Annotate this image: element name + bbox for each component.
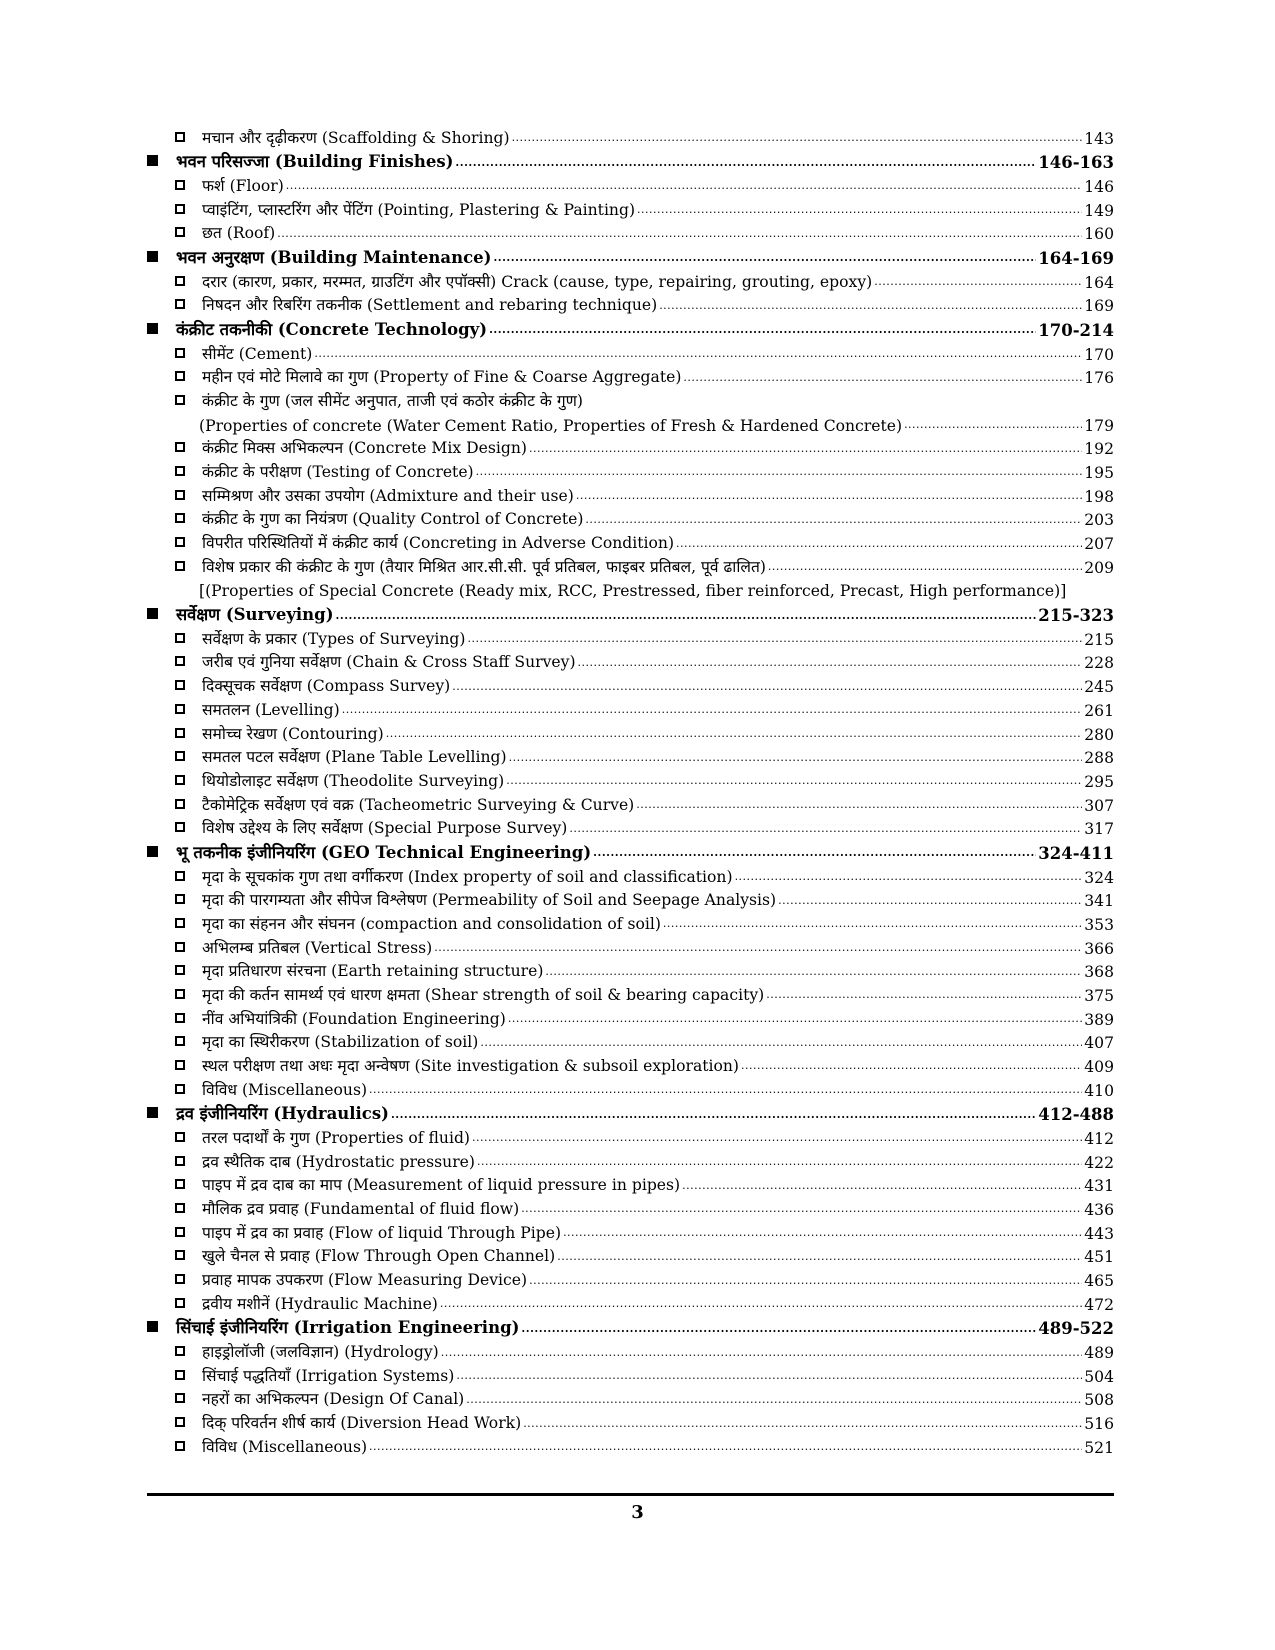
toc-entry-row <box>147 340 1114 364</box>
toc-title: मृदा की कर्तन सामर्थ्य एवं धारण क्षमता (Shear strength of soil & bearing capacity) <box>202 985 765 1004</box>
toc-title: कंक्रीट के परीक्षण (Testing of Concrete) <box>202 463 474 482</box>
hollow-square-bullet-icon <box>175 1060 185 1070</box>
hollow-square-bullet-icon <box>175 1250 185 1260</box>
toc-page-number: 149 <box>1084 201 1114 220</box>
toc-page-number: 366 <box>1084 939 1114 958</box>
toc-entry-row <box>147 1195 1114 1219</box>
toc-title: पाइप में द्रव दाब का माप (Measurement of liquid pressure in pipes) <box>202 1176 681 1195</box>
toc-entry-row <box>147 1409 1114 1433</box>
hollow-square-bullet-icon <box>175 989 185 999</box>
toc-page-number: 451 <box>1084 1248 1114 1267</box>
hollow-square-bullet-icon <box>175 1441 185 1451</box>
toc-title: सर्वेक्षण (Surveying) <box>176 605 334 625</box>
dot-leader <box>523 1415 1082 1434</box>
dot-leader <box>434 939 1082 958</box>
dot-leader <box>369 1081 1082 1100</box>
toc-entry-row <box>147 1052 1114 1076</box>
toc-title: विपरीत परिस्थितियों में कंक्रीट कार्य (Concreting in Adverse Condition) <box>202 534 675 553</box>
toc-page-number: 422 <box>1084 1153 1114 1172</box>
dot-leader <box>386 725 1083 744</box>
hollow-square-bullet-icon <box>175 751 185 761</box>
hollow-square-bullet-icon <box>175 1346 185 1356</box>
dot-leader <box>508 1010 1082 1029</box>
hollow-square-bullet-icon <box>175 371 185 381</box>
hollow-square-bullet-icon <box>175 1132 185 1142</box>
toc-title: अभिलम्ब प्रतिबल (Vertical Stress) <box>202 938 433 957</box>
hollow-square-bullet-icon <box>175 1274 185 1284</box>
toc-entry-row <box>147 529 1114 553</box>
hollow-square-bullet-icon <box>175 704 185 714</box>
hollow-square-bullet-icon <box>175 1084 185 1094</box>
hollow-square-bullet-icon <box>175 561 185 571</box>
toc-entry-row <box>147 863 1114 887</box>
toc-page-number: 410 <box>1084 1081 1114 1100</box>
toc-entry-row <box>147 387 1114 411</box>
hollow-square-bullet-icon <box>175 1227 185 1237</box>
dot-leader <box>369 1438 1082 1457</box>
toc-page-number: 170-214 <box>1038 320 1114 340</box>
dot-leader <box>489 320 1036 340</box>
toc-title: टैकोमेट्रिक सर्वेक्षण एवं वक्र (Tacheometric Surveying & Curve) <box>202 795 635 814</box>
dot-leader <box>509 749 1083 768</box>
dot-leader <box>391 1105 1036 1125</box>
toc-entry-row <box>147 672 1114 696</box>
hollow-square-bullet-icon <box>175 348 185 358</box>
toc-title: मृदा प्रतिधारण संरचना (Earth retaining structure) <box>202 962 544 981</box>
toc-entry-row <box>147 1005 1114 1029</box>
hollow-square-bullet-icon <box>175 1370 185 1380</box>
toc-page-number: 203 <box>1084 511 1114 530</box>
toc-page-number: 443 <box>1084 1224 1114 1243</box>
toc-title: [(Properties of Special Concrete (Ready mix, RCC, Prestressed, fiber reinforced, Precast, High performance)] <box>199 582 1067 601</box>
toc-page-number: 207 <box>1084 535 1114 554</box>
toc-page-number: 261 <box>1084 701 1114 720</box>
toc-title: सिंचाई इंजीनियरिंग (Irrigation Engineering) <box>176 1318 520 1338</box>
dot-leader <box>683 369 1082 388</box>
toc-entry-row <box>147 1338 1114 1362</box>
toc-page-number: 389 <box>1084 1010 1114 1029</box>
toc-page-number: 341 <box>1084 892 1114 911</box>
dot-leader <box>563 1224 1082 1243</box>
toc-title: प्रवाह मापक उपकरण (Flow Measuring Device) <box>202 1271 528 1290</box>
hollow-square-bullet-icon <box>175 1013 185 1023</box>
toc-page-number: 288 <box>1084 749 1114 768</box>
toc-page-number: 280 <box>1084 725 1114 744</box>
dot-leader <box>506 772 1082 791</box>
toc-page-number: 146-163 <box>1038 153 1114 173</box>
toc-entry-row <box>147 411 1114 435</box>
toc-section-row <box>147 1100 1114 1125</box>
toc-title: मृदा का स्थिरीकरण (Stabilization of soil) <box>202 1033 479 1052</box>
toc-page-number: 228 <box>1084 654 1114 673</box>
toc-title: तरल पदार्थों के गुण (Properties of fluid) <box>202 1129 471 1147</box>
toc-title: दिक्सूचक सर्वेक्षण (Compass Survey) <box>202 677 451 696</box>
toc-entry-row <box>147 887 1114 911</box>
dot-leader <box>735 868 1083 887</box>
hollow-square-bullet-icon <box>175 513 185 523</box>
toc-entry-row <box>147 791 1114 815</box>
filled-square-bullet-icon <box>147 846 158 857</box>
toc-page-number: 160 <box>1084 225 1114 244</box>
dot-leader <box>342 701 1083 720</box>
toc-section-row <box>147 148 1114 173</box>
toc-page-number: 245 <box>1084 678 1114 697</box>
hollow-square-bullet-icon <box>175 276 185 286</box>
dot-leader <box>557 1248 1082 1267</box>
toc-entry-row <box>147 577 1114 601</box>
toc-entry-row <box>147 934 1114 958</box>
toc-title: विविध (Miscellaneous) <box>202 1437 368 1456</box>
dot-leader <box>576 487 1082 506</box>
hollow-square-bullet-icon <box>175 822 185 832</box>
dot-leader <box>467 630 1082 649</box>
hollow-square-bullet-icon <box>175 656 185 666</box>
toc-title: जरीब एवं गुनिया सर्वेक्षण (Chain & Cross Staff Survey) <box>202 653 576 672</box>
toc-page-number: 215 <box>1084 630 1114 649</box>
dot-leader <box>456 1367 1082 1386</box>
toc-title: नहरों का अभिकल्पन (Design Of Canal) <box>202 1390 465 1409</box>
hollow-square-bullet-icon <box>175 1036 185 1046</box>
hollow-square-bullet-icon <box>175 466 185 476</box>
hollow-square-bullet-icon <box>175 918 185 928</box>
toc-section-row <box>147 243 1114 268</box>
dot-leader <box>529 440 1082 459</box>
hollow-square-bullet-icon <box>175 965 185 975</box>
toc-entry-row <box>147 1029 1114 1053</box>
toc-section-row <box>147 315 1114 340</box>
dot-leader <box>521 1200 1082 1219</box>
toc-entry-row <box>147 767 1114 791</box>
toc-title: कंक्रीट तकनीकी (Concrete Technology) <box>176 319 488 339</box>
toc-entry-row <box>147 744 1114 768</box>
toc-entry-row <box>147 553 1114 577</box>
hollow-square-bullet-icon <box>175 1179 185 1189</box>
toc-page-number: 192 <box>1084 440 1114 459</box>
dot-leader <box>512 129 1083 148</box>
dot-leader <box>663 915 1082 934</box>
toc-page-number: 353 <box>1084 915 1114 934</box>
toc-title: भवन अनुरक्षण (Building Maintenance) <box>176 247 492 267</box>
toc-page-number: 504 <box>1084 1367 1114 1386</box>
hollow-square-bullet-icon <box>175 871 185 881</box>
toc-page-number: 164-169 <box>1038 248 1114 268</box>
toc-title: फर्श (Floor) <box>202 176 284 195</box>
dot-leader <box>440 1295 1082 1314</box>
dot-leader <box>578 654 1083 673</box>
toc-page-number: 472 <box>1084 1295 1114 1314</box>
toc-entry-row <box>147 1290 1114 1314</box>
toc-entry-row <box>147 696 1114 720</box>
hollow-square-bullet-icon <box>175 799 185 809</box>
toc-page-number: 209 <box>1084 558 1114 577</box>
toc-title: स्थल परीक्षण तथा अधः मृदा अन्वेषण (Site investigation & subsoil exploration) <box>202 1057 740 1076</box>
toc-title: मृदा के सूचकांक गुण तथा वर्गीकरण (Index property of soil and classification) <box>202 867 733 886</box>
toc-title: खुले चैनल से प्रवाह (Flow Through Open Channel) <box>202 1247 556 1266</box>
toc-entry-row <box>147 1433 1114 1457</box>
toc-page-number: 143 <box>1084 129 1114 148</box>
dot-leader <box>741 1057 1082 1076</box>
toc-entry-row <box>147 981 1114 1005</box>
dot-leader <box>286 177 1082 196</box>
toc-section-row <box>147 1314 1114 1339</box>
hollow-square-bullet-icon <box>175 299 185 309</box>
dot-leader <box>545 963 1082 982</box>
toc-page-number: 324-411 <box>1038 843 1114 863</box>
toc-title: प्वाइंटिंग, प्लास्टरिंग और पेंटिंग (Pointing, Plastering & Painting) <box>202 200 636 219</box>
toc-page-number: 465 <box>1084 1272 1114 1291</box>
toc-page-number: 169 <box>1084 297 1114 316</box>
dot-leader <box>452 678 1082 697</box>
dot-leader <box>480 1034 1082 1053</box>
footer-rule <box>147 1493 1114 1496</box>
toc-title: कंक्रीट के गुण (जल सीमेंट अनुपात, ताजी एवं कठोर कंक्रीट के गुण) <box>202 391 583 410</box>
dot-leader <box>682 1177 1082 1196</box>
hollow-square-bullet-icon <box>175 180 185 190</box>
toc-title: कंक्रीट मिक्स अभिकल्पन (Concrete Mix Design) <box>202 439 527 458</box>
dot-leader <box>676 535 1082 554</box>
toc-page-number: 146 <box>1084 177 1114 196</box>
toc-entry-row <box>147 292 1114 316</box>
hollow-square-bullet-icon <box>175 227 185 237</box>
toc-title: पाइप में द्रव का प्रवाह (Flow of liquid Through Pipe) <box>202 1223 562 1242</box>
dot-leader <box>441 1344 1082 1363</box>
toc-title: दिक् परिवर्तन शीर्ष कार्य (Diversion Head Work) <box>202 1414 522 1433</box>
toc-title: मौलिक द्रव प्रवाह (Fundamental of fluid flow) <box>202 1200 520 1219</box>
dot-leader <box>466 1391 1082 1410</box>
toc-title: द्रवीय मशीनें (Hydraulic Machine) <box>202 1294 438 1313</box>
toc-page-number: 324 <box>1084 868 1114 887</box>
toc-page-number: 521 <box>1084 1438 1114 1457</box>
hollow-square-bullet-icon <box>175 633 185 643</box>
toc-entry-row <box>147 124 1114 148</box>
hollow-square-bullet-icon <box>175 490 185 500</box>
toc-title: मृदा की पारगम्यता और सीपेज विश्लेषण (Permeability of Soil and Seepage Analysis) <box>202 891 777 910</box>
toc-title: निषदन और रिबरिंग तकनीक (Settlement and rebaring technique) <box>202 296 658 315</box>
toc-title: भू तकनीक इंजीनियरिंग (GEO Technical Engineering) <box>176 842 592 862</box>
toc-page-number: 176 <box>1084 369 1114 388</box>
hollow-square-bullet-icon <box>175 442 185 452</box>
toc-section-row <box>147 838 1114 863</box>
toc-title: सम्मिश्रण और उसका उपयोग (Admixture and their use) <box>202 486 574 505</box>
toc-entry-row <box>147 1124 1114 1148</box>
toc-page-number: 431 <box>1084 1177 1114 1196</box>
dot-leader <box>768 558 1082 577</box>
toc-entry-row <box>147 1076 1114 1100</box>
dot-leader <box>455 153 1036 173</box>
toc-entry-row <box>147 910 1114 934</box>
toc-page-number: 368 <box>1084 963 1114 982</box>
toc-title: मचान और दृढ़ीकरण (Scaffolding & Shoring) <box>202 128 510 147</box>
toc-entry-row <box>147 1243 1114 1267</box>
toc-page-number: 164 <box>1084 273 1114 292</box>
dot-leader <box>637 201 1082 220</box>
dot-leader <box>277 225 1082 244</box>
hollow-square-bullet-icon <box>175 1203 185 1213</box>
toc-page-number: 436 <box>1084 1201 1114 1220</box>
toc-title: विशेष उद्देश्य के लिए सर्वेक्षण (Special Purpose Survey) <box>202 819 568 838</box>
dot-leader <box>336 606 1037 626</box>
toc-page-number: 317 <box>1084 820 1114 839</box>
toc-title: महीन एवं मोटे मिलावे का गुण (Property of Fine & Coarse Aggregate) <box>202 368 682 387</box>
toc-entry-row <box>147 364 1114 388</box>
hollow-square-bullet-icon <box>175 1156 185 1166</box>
dot-leader <box>529 1272 1082 1291</box>
toc-title: विविध (Miscellaneous) <box>202 1080 368 1099</box>
hollow-square-bullet-icon <box>175 1298 185 1308</box>
toc-title: द्रव इंजीनियरिंग (Hydraulics) <box>176 1104 389 1124</box>
dot-leader <box>636 796 1082 815</box>
toc-title: थियोडोलाइट सर्वेक्षण (Theodolite Surveying) <box>202 771 505 790</box>
hollow-square-bullet-icon <box>175 132 185 142</box>
toc-entry-row <box>147 958 1114 982</box>
toc-page-number: 412-488 <box>1038 1105 1114 1125</box>
toc-title: विशेष प्रकार की कंक्रीट के गुण (तैयार मिश्रित आर.सी.सी. पूर्व प्रतिबल, फाइबर प्रतिबल, पूर्व ढालित) <box>202 557 766 576</box>
toc-entry-row <box>147 649 1114 673</box>
dot-leader <box>521 1319 1036 1339</box>
dot-leader <box>476 463 1083 482</box>
page-number: 3 <box>631 1502 644 1523</box>
hollow-square-bullet-icon <box>175 537 185 547</box>
toc-title: भवन परिसज्जा (Building Finishes) <box>176 152 454 172</box>
toc-title: सर्वेक्षण के प्रकार (Types of Surveying) <box>202 629 466 648</box>
toc-page-number: 489 <box>1084 1344 1114 1363</box>
toc-page-number: 516 <box>1084 1415 1114 1434</box>
hollow-square-bullet-icon <box>175 1417 185 1427</box>
hollow-square-bullet-icon <box>175 1393 185 1403</box>
toc-page-number: 489-522 <box>1038 1319 1114 1339</box>
toc-entry-row <box>147 1266 1114 1290</box>
toc-title: द्रव स्थैतिक दाब (Hydrostatic pressure) <box>202 1152 475 1171</box>
toc-entry-row <box>147 506 1114 530</box>
dot-leader <box>493 248 1036 268</box>
toc-title: कंक्रीट के गुण का नियंत्रण (Quality Control of Concrete) <box>202 510 584 529</box>
toc-title: समतल पटल सर्वेक्षण (Plane Table Levelling) <box>202 748 507 767</box>
toc-title: (Properties of concrete (Water Cement Ratio, Properties of Fresh & Hardened Concrete) <box>199 416 903 435</box>
toc-page-number: 215-323 <box>1038 606 1114 626</box>
dot-leader <box>593 843 1036 863</box>
toc-page-number: 170 <box>1084 345 1114 364</box>
toc-entry-row <box>147 196 1114 220</box>
hollow-square-bullet-icon <box>175 775 185 785</box>
dot-leader <box>585 511 1082 530</box>
dot-leader <box>766 986 1082 1005</box>
toc-entry-row <box>147 815 1114 839</box>
toc-entry-row <box>147 1386 1114 1410</box>
filled-square-bullet-icon <box>147 251 158 262</box>
toc-entry-row <box>147 172 1114 196</box>
dot-leader <box>874 273 1082 292</box>
hollow-square-bullet-icon <box>175 728 185 738</box>
toc-page-number: 508 <box>1084 1391 1114 1410</box>
toc-entry-row <box>147 435 1114 459</box>
toc-page-number: 409 <box>1084 1058 1114 1077</box>
toc-entry-row <box>147 1172 1114 1196</box>
toc-page-number: 375 <box>1084 986 1114 1005</box>
toc-entry-row <box>147 1362 1114 1386</box>
toc-title: नींव अभियांत्रिकी (Foundation Engineering) <box>202 1009 506 1028</box>
toc-page-number: 295 <box>1084 772 1114 791</box>
hollow-square-bullet-icon <box>175 680 185 690</box>
dot-leader <box>472 1129 1082 1148</box>
filled-square-bullet-icon <box>147 155 158 166</box>
toc-page-number: 412 <box>1084 1130 1114 1148</box>
toc-entry-row <box>147 482 1114 506</box>
hollow-square-bullet-icon <box>175 894 185 904</box>
toc-entry-row <box>147 625 1114 649</box>
toc-entry-row <box>147 1219 1114 1243</box>
toc-title: छत (Roof) <box>202 224 276 243</box>
toc-page-number: 195 <box>1084 464 1114 483</box>
dot-leader <box>904 416 1082 435</box>
toc-entry-row <box>147 720 1114 744</box>
toc-title: सीमेंट (Cement) <box>202 344 313 363</box>
toc-title: समोच्च रेखण (Contouring) <box>202 724 384 743</box>
hollow-square-bullet-icon <box>175 942 185 952</box>
toc-title: सिंचाई पद्धतियाँ (Irrigation Systems) <box>202 1366 455 1385</box>
filled-square-bullet-icon <box>147 608 158 619</box>
toc-title: मृदा का संहनन और संघनन (compaction and consolidation of soil) <box>202 914 661 933</box>
toc-entry-row <box>147 458 1114 482</box>
toc-page-number: 407 <box>1084 1034 1114 1053</box>
toc-title: हाइड्रोलॉजी (जलविज्ञान) (Hydrology) <box>202 1343 439 1362</box>
hollow-square-bullet-icon <box>175 395 185 405</box>
dot-leader <box>659 297 1082 316</box>
hollow-square-bullet-icon <box>175 204 185 214</box>
toc-entry-row <box>147 268 1114 292</box>
toc-entry-row <box>147 1148 1114 1172</box>
toc-title: समतलन (Levelling) <box>202 700 340 719</box>
filled-square-bullet-icon <box>147 1321 158 1332</box>
toc-entry-row <box>147 220 1114 244</box>
filled-square-bullet-icon <box>147 1107 158 1118</box>
dot-leader <box>477 1153 1082 1172</box>
table-of-contents <box>147 124 1114 1457</box>
toc-page-number: 179 <box>1084 416 1114 435</box>
toc-page-number: 198 <box>1084 487 1114 506</box>
dot-leader <box>569 820 1082 839</box>
toc-page-number: 307 <box>1084 796 1114 815</box>
dot-leader <box>778 892 1082 911</box>
dot-leader <box>314 345 1082 364</box>
toc-title: दरार (कारण, प्रकार, मरम्मत, ग्राउटिंग और एपॉक्सी) Crack (cause, type, repairing, grouting, epoxy) <box>202 272 873 291</box>
filled-square-bullet-icon <box>147 323 158 334</box>
toc-section-row <box>147 600 1114 625</box>
